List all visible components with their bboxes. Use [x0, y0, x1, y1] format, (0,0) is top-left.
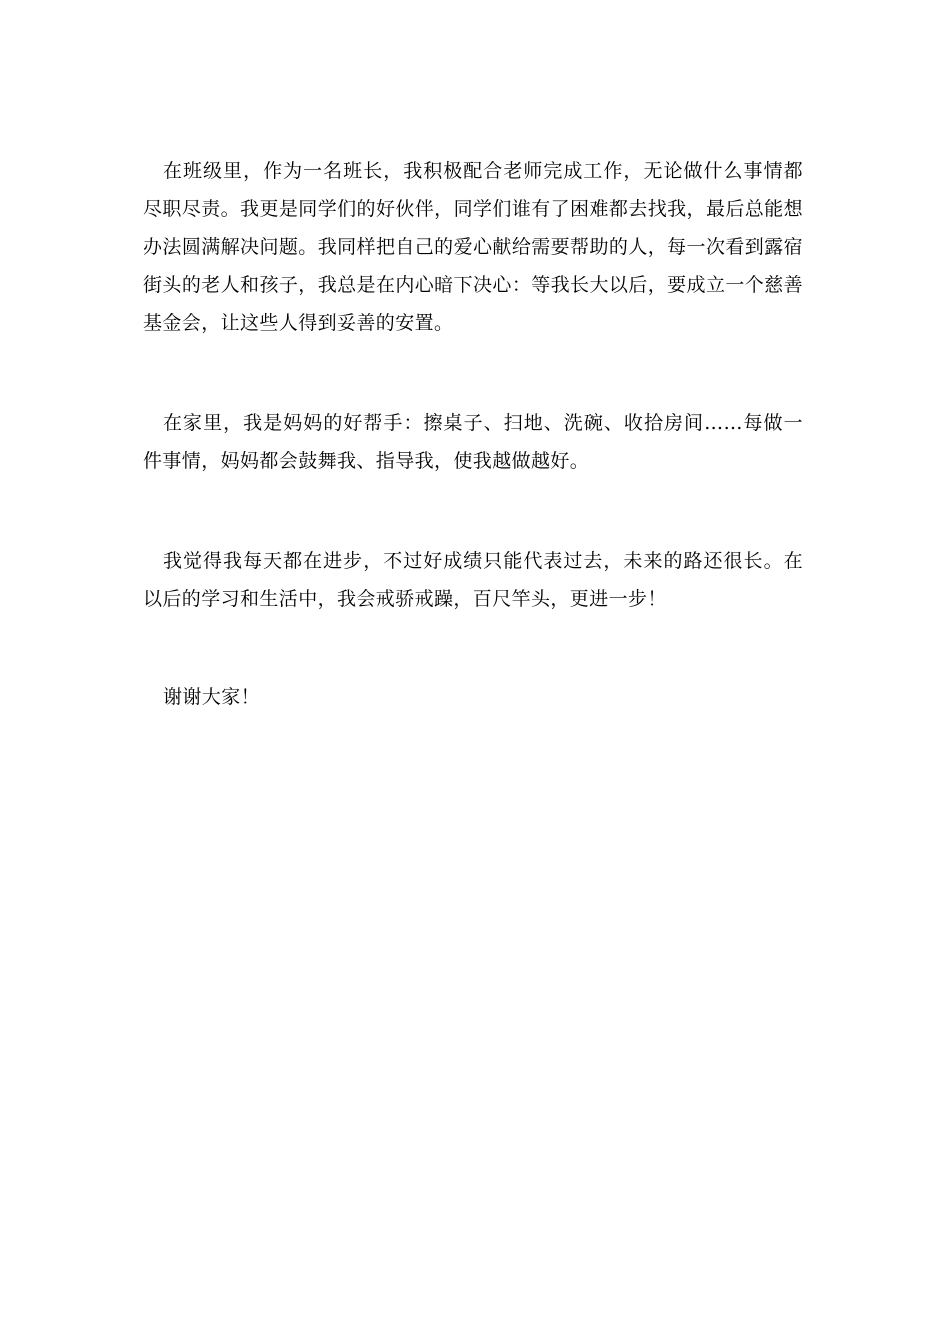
paragraph-class-monitor: 在班级里，作为一名班长，我积极配合老师完成工作，无论做什么事情都尽职尽责。我更是同学们的好伙伴，同学们谁有了困难都去找我，最后总能想办法圆满解决问题。我同样把自己的爱心献给需要帮助的人，每一次看到露宿街头的老人和孩子，我总是在内心暗下决心：等我长大以后，要成立一个慈善基金会，让这些人得到妥善的安置。 [143, 160, 803, 334]
paragraph-progress: 我觉得我每天都在进步，不过好成绩只能代表过去，未来的路还很长。在以后的学习和生活中，我会戒骄戒躁，百尺竿头，更进一步！ [143, 550, 803, 610]
document-body [143, 152, 803, 716]
paragraph-thanks: 谢谢大家！ [163, 686, 261, 708]
paragraph-home-helper: 在家里，我是妈妈的好帮手：擦桌子、扫地、洗碗、收拾房间……每做一件事情，妈妈都会鼓舞我、指导我，使我越做越好。 [143, 412, 803, 472]
